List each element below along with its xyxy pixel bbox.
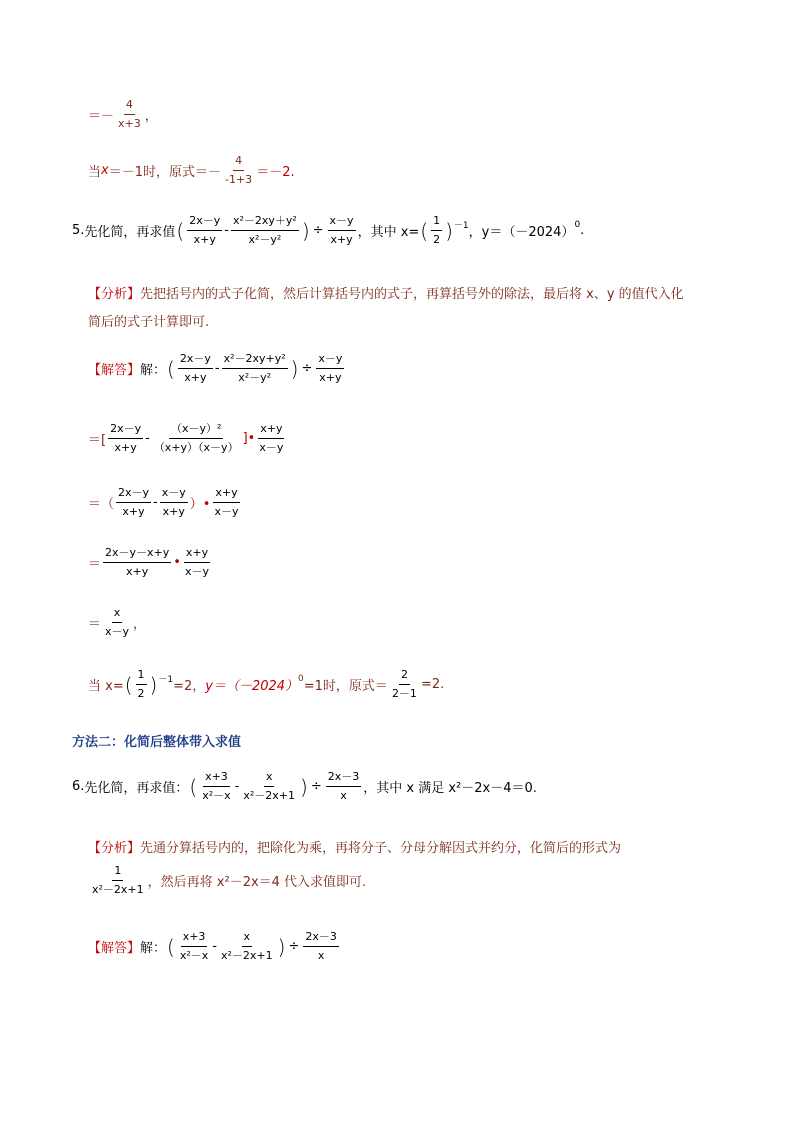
analysis-6-line1: 【分析】 先通分算括号内的，把除化为乘，再将分子、分母分解因式并约分，化简后的形式为 <box>88 837 621 856</box>
solution-5-step2: ＝[ $\frac{2x-y}{x+y}$ - $\frac{\text{（x－y）²}}{(x+y)(x-y)}$ ]• $\frac{x+y}{x-y}$ <box>88 422 284 454</box>
analysis-tag: 【分析】 <box>88 287 141 302</box>
solution-tag: 【解答】 <box>88 363 141 378</box>
question-5: 5. 先化简，再求值 ( $\frac{2x-y}{x+y}$ - $\frac{\text{x²－2xy＋y²}}{\text{x²－y²}}$ ) ÷ $\frac{x-y}{x+y}$ ，其中 x= ( $\frac{1}{2}$ ) －1 ，y＝（－2024） 0 . <box>72 214 585 246</box>
method-heading: 方法二：化简后整体带入求值 <box>72 735 242 750</box>
fraction: $\frac{4}{x+3}$ <box>118 98 141 130</box>
solution-5-step5: ＝ $\frac{x}{x-y}$ ， <box>88 606 147 638</box>
solution-tag: 【解答】 <box>88 941 141 956</box>
fraction: $\frac{4}{-1+3}$ <box>225 154 253 186</box>
question-number: 5. <box>72 223 85 238</box>
equals-sign: ＝－ <box>88 109 115 124</box>
question-number: 6. <box>72 779 85 794</box>
solution-6-step1: 【解答】 解： ( $\frac{x+3}{\text{x²－x}}$ - $\frac{x}{\text{x²－2x+1}}$ ) ÷ $\frac{2x-3}{x}$ <box>88 930 337 962</box>
analysis-5-line2: 简后的式子计算即可. <box>88 315 210 330</box>
solution-5-result: 当 x= ( $\frac{1}{2}$ ) －1 =2， y＝（－2024） 0 =1时，原式＝ $\frac{2}{2-1}$ =2. <box>88 668 445 700</box>
analysis-tag: 【分析】 <box>88 841 141 856</box>
question-6: 6. 先化简，再求值： ( $\frac{x+3}{\text{x²－x}}$ - $\frac{x}{\text{x²－2x+1}}$ ) ÷ $\frac{2x-3}{x}$ ，其中 x 满足 x²－2x－4＝0. <box>72 770 537 802</box>
prev-step: ＝－ $\frac{4}{x+3}$ ， <box>88 98 158 130</box>
solution-5-step3: ＝（ $\frac{2x-y}{x+y}$ - $\frac{x-y}{x+y}$ ）• $\frac{x+y}{x-y}$ <box>88 486 239 518</box>
solution-5-step4: ＝ $\frac{2x-y-x+y}{x+y}$ • $\frac{x+y}{x-y}$ <box>88 546 209 578</box>
solution-5-step1: 【解答】 解： ( $\frac{2x-y}{x+y}$ - $\frac{\text{x²－2xy+y²}}{\text{x²－y²}}$ ) ÷ $\frac{x-y}{x+y}$ <box>88 352 343 384</box>
analysis-6-line2: $\frac{1}{\text{x²－2x+1}}$ ，然后再将 x²－2x＝4 代入求值即可. <box>92 864 367 896</box>
prev-result: 当 x ＝－1时，原式＝－ $\frac{4}{-1+3}$ ＝－2. <box>88 154 295 186</box>
analysis-5-line1: 【分析】 先把括号内的式子化简，然后计算括号内的式子，再算括号外的除法，最后将 x、y 的值代入化 <box>88 283 684 302</box>
